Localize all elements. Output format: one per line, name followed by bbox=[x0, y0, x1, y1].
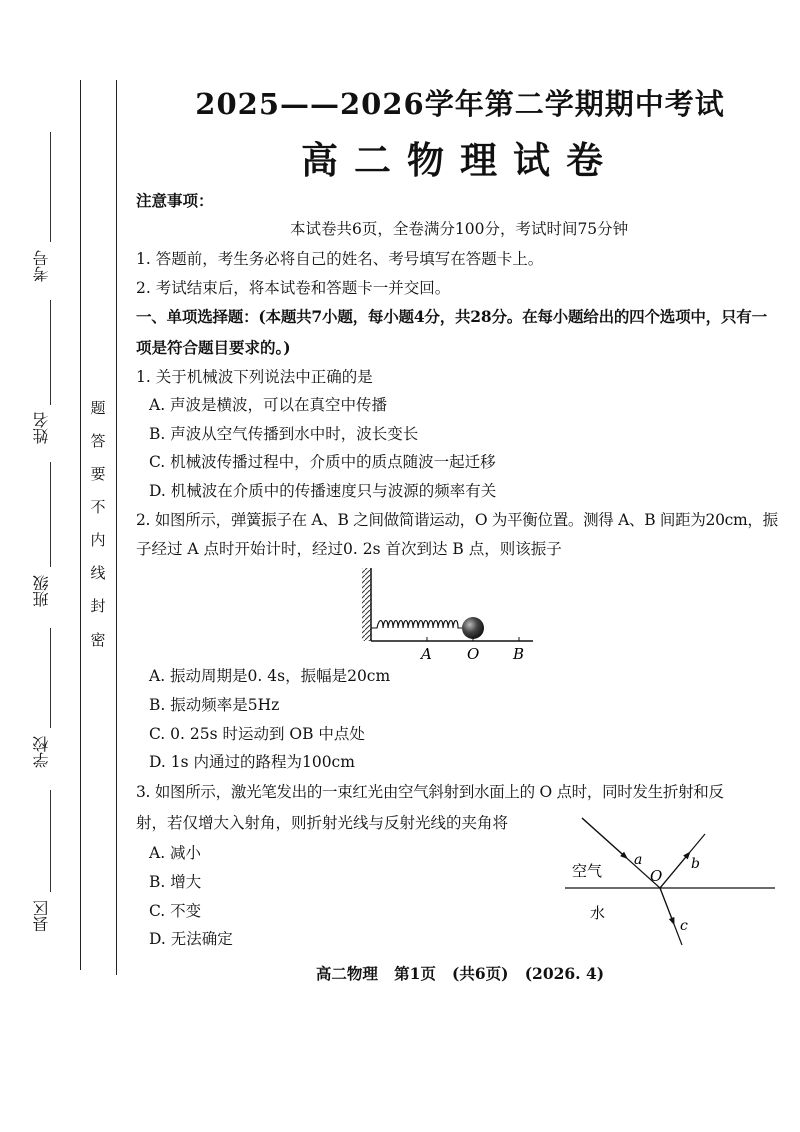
notice-item: 2. 考试结束后，将本试卷和答题卡一并交回。 bbox=[136, 279, 451, 297]
name-label: 姓名 bbox=[32, 412, 51, 444]
ray-a-label: a bbox=[634, 852, 643, 868]
notice-info: 本试卷共6页，全卷满分100分，考试时间75分钟 bbox=[290, 220, 629, 238]
county-blank[interactable] bbox=[50, 790, 51, 892]
question-3-stem: 3. 如图所示，激光笔发出的一束红光由空气斜射到水面上的 O 点时，同时发生折射和反 bbox=[136, 783, 724, 801]
q2-option-d[interactable]: D. 1s 内通过的路程为100cm bbox=[149, 753, 355, 771]
q3-option-b[interactable]: B. 增大 bbox=[149, 873, 202, 891]
reflected-ray-arrow bbox=[660, 854, 688, 888]
q2-option-c[interactable]: C. 0. 25s 时运动到 OB 中点处 bbox=[149, 725, 365, 743]
binding-line-outer bbox=[80, 80, 81, 970]
point-b-label: B bbox=[513, 645, 525, 663]
incident-ray-arrow bbox=[582, 818, 625, 857]
seal-char: 线 bbox=[90, 564, 106, 582]
exam-number-label: 考号 bbox=[32, 250, 51, 282]
q1-option-c[interactable]: C. 机械波传播过程中，介质中的质点随波一起迁移 bbox=[149, 453, 496, 471]
school-blank[interactable] bbox=[50, 628, 51, 728]
spring bbox=[371, 621, 463, 629]
ray-b-label: b bbox=[691, 856, 700, 872]
question-2-stem: 2. 如图所示，弹簧振子在 A、B 之间做简谐运动，O 为平衡位置。测得 A、B 间距为20cm，振 bbox=[136, 511, 778, 529]
q2-option-a[interactable]: A. 振动周期是0. 4s，振幅是20cm bbox=[149, 667, 391, 685]
water-label: 水 bbox=[590, 904, 606, 922]
seal-char: 密 bbox=[90, 631, 106, 649]
section-heading: 一、单项选择题：(本题共7小题，每小题4分，共28分。在每小题给出的四个选项中，只有一 bbox=[136, 307, 767, 326]
seal-char: 不 bbox=[90, 498, 106, 516]
page-footer: 高二物理 第1页 (共6页) (2026. 4) bbox=[315, 964, 605, 983]
seal-char: 要 bbox=[90, 465, 106, 483]
paper-title: 高二物理试卷 bbox=[301, 138, 619, 182]
name-blank[interactable] bbox=[50, 300, 51, 405]
air-label: 空气 bbox=[572, 862, 603, 880]
point-o-label: O bbox=[467, 645, 480, 663]
ray-c-label: c bbox=[680, 918, 688, 934]
seal-char: 答 bbox=[90, 432, 106, 450]
wall bbox=[362, 568, 371, 641]
spring-oscillator-figure bbox=[355, 565, 545, 665]
county-label: 县区 bbox=[32, 900, 51, 932]
exam-number-blank[interactable] bbox=[50, 132, 51, 242]
point-o-label: O bbox=[650, 867, 663, 885]
q3-option-a[interactable]: A. 减小 bbox=[149, 844, 202, 862]
seal-char: 内 bbox=[90, 531, 106, 549]
notice-heading: 注意事项： bbox=[136, 191, 214, 210]
q2-option-b[interactable]: B. 振动频率是5Hz bbox=[149, 696, 280, 714]
oscillator-ball bbox=[462, 617, 484, 639]
seal-char: 题 bbox=[90, 399, 106, 417]
q1-option-a[interactable]: A. 声波是横波，可以在真空中传播 bbox=[149, 396, 388, 414]
q3-option-c[interactable]: C. 不变 bbox=[149, 902, 202, 920]
section-heading-cont: 项是符合题目要求的。) bbox=[136, 338, 291, 357]
class-blank[interactable] bbox=[50, 462, 51, 567]
binding-line-inner bbox=[116, 80, 117, 975]
refracted-ray-arrow bbox=[660, 888, 673, 922]
refraction-figure bbox=[560, 810, 780, 955]
q1-option-d[interactable]: D. 机械波在介质中的传播速度只与波源的频率有关 bbox=[149, 482, 497, 500]
point-a-label: A bbox=[421, 645, 432, 663]
exam-title: 2025——2026学年第二学期期中考试 bbox=[195, 87, 725, 121]
school-label: 学校 bbox=[32, 736, 51, 768]
class-label: 班级 bbox=[32, 575, 51, 607]
seal-char: 封 bbox=[90, 597, 106, 615]
notice-item: 1. 答题前，考生务必将自己的姓名、考号填写在答题卡上。 bbox=[136, 250, 544, 268]
q3-option-d[interactable]: D. 无法确定 bbox=[149, 930, 233, 948]
question-3-stem-cont: 射，若仅增大入射角，则折射光线与反射光线的夹角将 bbox=[136, 814, 509, 832]
q1-option-b[interactable]: B. 声波从空气传播到水中时，波长变长 bbox=[149, 425, 419, 443]
question-2-stem-cont: 子经过 A 点时开始计时，经过0. 2s 首次到达 B 点，则该振子 bbox=[136, 540, 562, 558]
question-1-stem: 1. 关于机械波下列说法中正确的是 bbox=[136, 368, 373, 386]
